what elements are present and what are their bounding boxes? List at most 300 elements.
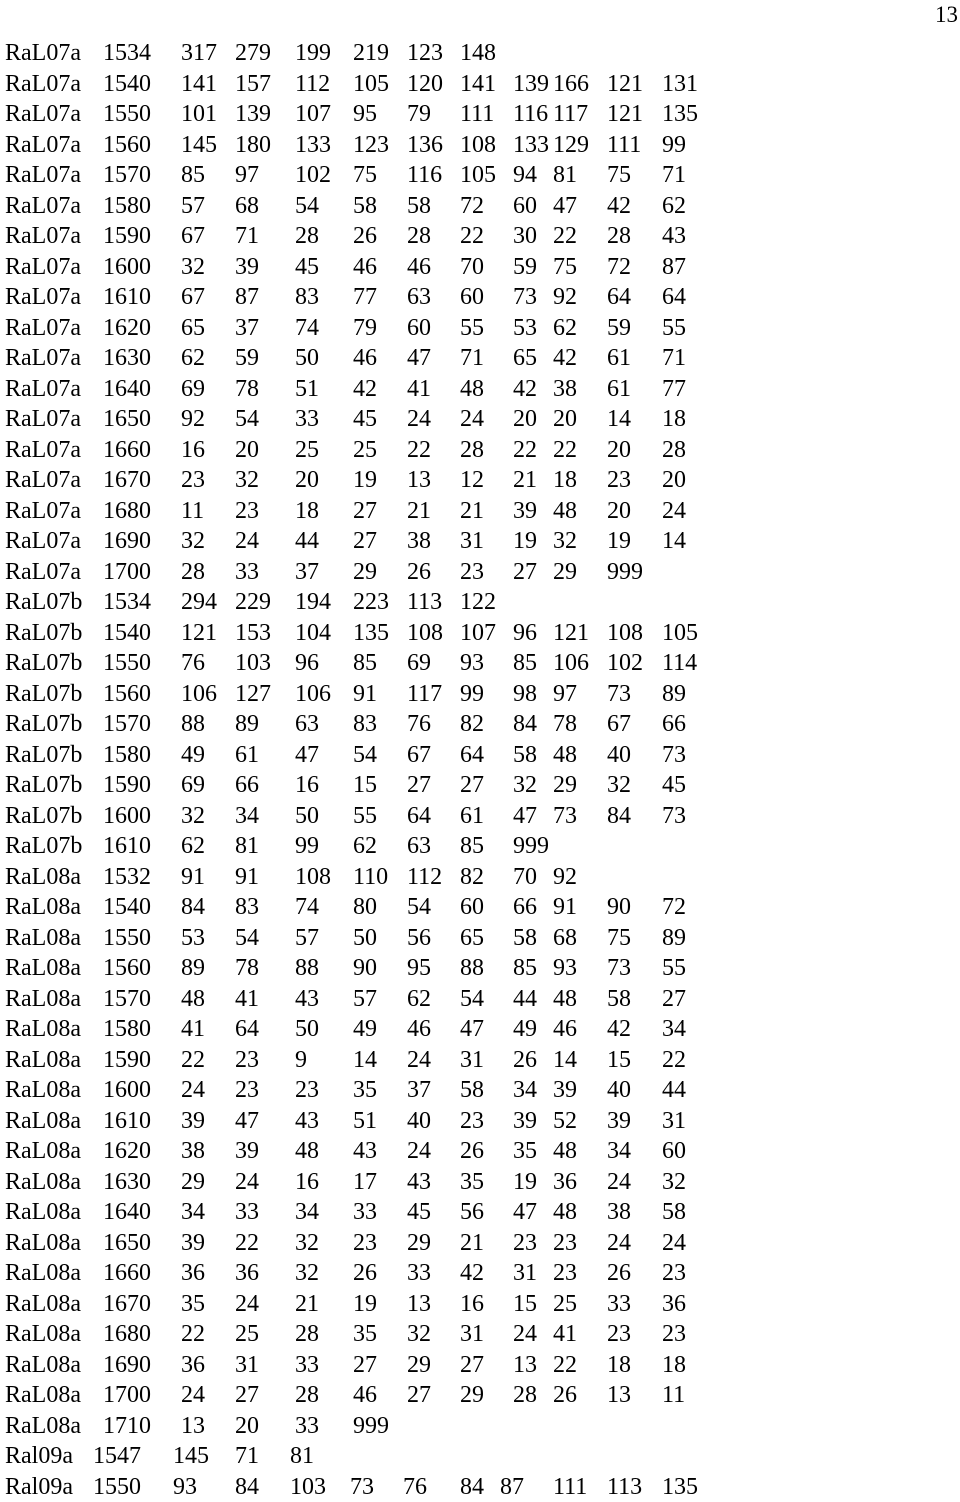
decade-year: 1590	[103, 221, 151, 252]
data-line	[5, 38, 945, 69]
ring-width-value: 83	[295, 282, 319, 313]
data-line	[5, 1319, 945, 1350]
ring-width-value: 62	[662, 191, 686, 222]
decade-year: 1640	[103, 374, 151, 405]
ring-width-value: 121	[607, 69, 643, 100]
ring-width-value: 76	[181, 648, 205, 679]
ring-width-value: 23	[513, 1228, 537, 1259]
series-id: RaL07a	[5, 496, 81, 527]
ring-width-value: 48	[553, 1136, 577, 1167]
data-line	[5, 587, 945, 618]
ring-width-value: 89	[662, 679, 686, 710]
ring-width-value: 9	[295, 1045, 307, 1076]
data-line	[5, 557, 945, 588]
ring-width-value: 62	[353, 831, 377, 862]
ring-width-value: 96	[295, 648, 319, 679]
ring-width-value: 121	[607, 99, 643, 130]
ring-width-value: 33	[407, 1258, 431, 1289]
data-line	[5, 923, 945, 954]
ring-width-value: 16	[295, 1167, 319, 1198]
ring-width-value: 199	[295, 38, 331, 69]
ring-width-value: 117	[553, 99, 588, 130]
ring-width-value: 114	[662, 648, 697, 679]
ring-width-value: 60	[513, 191, 537, 222]
decade-year: 1690	[103, 526, 151, 557]
series-id: RaL08a	[5, 1136, 81, 1167]
ring-width-value: 82	[460, 709, 484, 740]
series-id: RaL07a	[5, 465, 81, 496]
ring-width-value: 17	[353, 1167, 377, 1198]
ring-width-value: 98	[513, 679, 537, 710]
ring-width-value: 107	[460, 618, 496, 649]
ring-width-value: 15	[353, 770, 377, 801]
series-id: RaL07a	[5, 526, 81, 557]
ring-width-value: 229	[235, 587, 271, 618]
data-line	[5, 526, 945, 557]
ring-width-value: 85	[513, 648, 537, 679]
series-id: RaL07a	[5, 374, 81, 405]
ring-width-value: 74	[295, 892, 319, 923]
decade-year: 1670	[103, 465, 151, 496]
ring-width-value: 26	[553, 1380, 577, 1411]
ring-width-value: 20	[235, 435, 259, 466]
ring-width-value: 54	[407, 892, 431, 923]
ring-width-value: 27	[235, 1380, 259, 1411]
ring-width-value: 55	[460, 313, 484, 344]
ring-width-value: 54	[235, 923, 259, 954]
ring-width-value: 59	[607, 313, 631, 344]
series-id: RaL08a	[5, 1289, 81, 1320]
ring-width-value: 43	[353, 1136, 377, 1167]
series-id: RaL07a	[5, 69, 81, 100]
ring-width-value: 20	[607, 496, 631, 527]
ring-width-value: 39	[181, 1228, 205, 1259]
ring-width-value: 31	[460, 526, 484, 557]
ring-width-value: 38	[553, 374, 577, 405]
ring-width-value: 19	[353, 465, 377, 496]
ring-width-value: 108	[295, 862, 331, 893]
ring-width-value: 12	[460, 465, 484, 496]
series-id: RaL07b	[5, 801, 82, 832]
ring-width-value: 135	[353, 618, 389, 649]
ring-width-value: 47	[295, 740, 319, 771]
ring-width-value: 93	[173, 1472, 197, 1502]
ring-width-value: 47	[407, 343, 431, 374]
ring-width-value: 56	[460, 1197, 484, 1228]
ring-width-value: 105	[460, 160, 496, 191]
ring-width-value: 48	[181, 984, 205, 1015]
ring-width-value: 32	[295, 1228, 319, 1259]
data-line	[5, 1289, 945, 1320]
ring-width-value: 13	[181, 1411, 205, 1442]
ring-width-value: 46	[407, 252, 431, 283]
decade-year: 1620	[103, 1136, 151, 1167]
ring-width-value: 23	[553, 1228, 577, 1259]
decade-year: 1610	[103, 831, 151, 862]
decade-year: 1580	[103, 740, 151, 771]
ring-width-value: 69	[181, 374, 205, 405]
ring-width-value: 26	[353, 221, 377, 252]
ring-width-value: 94	[513, 160, 537, 191]
decade-year: 1700	[103, 1380, 151, 1411]
ring-width-value: 83	[235, 892, 259, 923]
decade-year: 1532	[103, 862, 151, 893]
ring-width-value: 40	[607, 1075, 631, 1106]
ring-width-value: 107	[295, 99, 331, 130]
ring-width-value: 58	[513, 923, 537, 954]
decade-year: 1560	[103, 679, 151, 710]
ring-width-value: 24	[181, 1380, 205, 1411]
ring-width-value: 279	[235, 38, 271, 69]
ring-width-value: 106	[295, 679, 331, 710]
ring-width-value: 87	[662, 252, 686, 283]
ring-width-value: 47	[235, 1106, 259, 1137]
ring-width-value: 25	[553, 1289, 577, 1320]
ring-width-value: 123	[353, 130, 389, 161]
decade-year: 1560	[103, 953, 151, 984]
ring-width-value: 74	[295, 313, 319, 344]
decade-year: 1690	[103, 1350, 151, 1381]
series-id: RaL08a	[5, 1014, 81, 1045]
ring-width-value: 999	[607, 557, 643, 588]
ring-width-value: 55	[662, 313, 686, 344]
ring-width-value: 43	[295, 984, 319, 1015]
ring-width-value: 61	[460, 801, 484, 832]
ring-width-value: 39	[607, 1106, 631, 1137]
ring-width-value: 24	[181, 1075, 205, 1106]
ring-width-value: 42	[353, 374, 377, 405]
ring-width-value: 24	[407, 404, 431, 435]
series-id: RaL07a	[5, 404, 81, 435]
ring-width-value: 104	[295, 618, 331, 649]
ring-width-value: 43	[662, 221, 686, 252]
series-id: RaL07b	[5, 709, 82, 740]
decade-year: 1540	[103, 618, 151, 649]
decade-year: 1560	[103, 130, 151, 161]
ring-width-value: 42	[460, 1258, 484, 1289]
decade-year: 1570	[103, 984, 151, 1015]
data-line	[5, 1197, 945, 1228]
decade-year: 1710	[103, 1411, 151, 1442]
ring-width-value: 48	[553, 984, 577, 1015]
ring-width-value: 24	[407, 1045, 431, 1076]
ring-width-value: 31	[662, 1106, 686, 1137]
ring-width-value: 32	[607, 770, 631, 801]
ring-width-value: 62	[553, 313, 577, 344]
ring-width-value: 14	[353, 1045, 377, 1076]
ring-width-value: 91	[235, 862, 259, 893]
data-line	[5, 69, 945, 100]
ring-width-value: 131	[662, 69, 698, 100]
ring-width-value: 166	[553, 69, 589, 100]
ring-width-value: 106	[553, 648, 589, 679]
data-line	[5, 770, 945, 801]
series-id: RaL08a	[5, 1319, 81, 1350]
ring-width-value: 95	[353, 99, 377, 130]
ring-width-value: 39	[235, 1136, 259, 1167]
ring-width-value: 11	[662, 1380, 685, 1411]
series-id: RaL07b	[5, 770, 82, 801]
series-id: RaL08a	[5, 1380, 81, 1411]
data-lines	[5, 38, 945, 1502]
series-id: RaL07a	[5, 160, 81, 191]
ring-width-value: 34	[295, 1197, 319, 1228]
ring-width-value: 67	[181, 221, 205, 252]
ring-width-value: 22	[513, 435, 537, 466]
ring-width-value: 46	[353, 343, 377, 374]
ring-width-value: 19	[513, 1167, 537, 1198]
ring-width-value: 112	[407, 862, 442, 893]
ring-width-value: 57	[295, 923, 319, 954]
ring-width-value: 64	[607, 282, 631, 313]
ring-width-value: 79	[353, 313, 377, 344]
data-line	[5, 374, 945, 405]
ring-width-value: 72	[460, 191, 484, 222]
ring-width-value: 31	[460, 1319, 484, 1350]
series-id: RaL08a	[5, 923, 81, 954]
ring-width-value: 85	[513, 953, 537, 984]
ring-width-value: 62	[407, 984, 431, 1015]
ring-width-value: 73	[350, 1472, 374, 1502]
series-id: RaL07a	[5, 282, 81, 313]
ring-width-value: 135	[662, 99, 698, 130]
ring-width-value: 135	[662, 1472, 698, 1502]
ring-width-value: 29	[353, 557, 377, 588]
data-line	[5, 1106, 945, 1137]
ring-width-value: 38	[607, 1197, 631, 1228]
ring-width-value: 157	[235, 69, 271, 100]
data-line	[5, 1228, 945, 1259]
ring-width-value: 16	[460, 1289, 484, 1320]
ring-width-value: 68	[235, 191, 259, 222]
ring-width-value: 20	[607, 435, 631, 466]
ring-width-value: 45	[407, 1197, 431, 1228]
ring-width-value: 63	[407, 282, 431, 313]
ring-width-value: 49	[513, 1014, 537, 1045]
ring-width-value: 18	[553, 465, 577, 496]
ring-width-value: 33	[235, 557, 259, 588]
ring-width-value: 111	[460, 99, 494, 130]
series-id: RaL08a	[5, 1197, 81, 1228]
ring-width-value: 50	[295, 1014, 319, 1045]
ring-width-value: 67	[607, 709, 631, 740]
ring-width-value: 61	[607, 374, 631, 405]
ring-width-value: 85	[181, 160, 205, 191]
ring-width-value: 71	[235, 221, 259, 252]
ring-width-value: 36	[181, 1258, 205, 1289]
ring-width-value: 27	[513, 557, 537, 588]
ring-width-value: 69	[407, 648, 431, 679]
ring-width-value: 76	[407, 709, 431, 740]
ring-width-value: 32	[553, 526, 577, 557]
ring-width-value: 28	[662, 435, 686, 466]
ring-width-value: 29	[181, 1167, 205, 1198]
ring-width-value: 28	[181, 557, 205, 588]
ring-width-value: 18	[295, 496, 319, 527]
ring-width-value: 21	[460, 1228, 484, 1259]
data-line	[5, 862, 945, 893]
ring-width-value: 35	[181, 1289, 205, 1320]
decade-year: 1630	[103, 343, 151, 374]
data-line	[5, 618, 945, 649]
ring-width-value: 219	[353, 38, 389, 69]
decade-year: 1540	[103, 892, 151, 923]
ring-width-value: 26	[353, 1258, 377, 1289]
ring-width-value: 24	[607, 1228, 631, 1259]
ring-width-value: 22	[553, 1350, 577, 1381]
ring-width-value: 129	[553, 130, 589, 161]
decade-year: 1540	[103, 69, 151, 100]
ring-width-value: 20	[513, 404, 537, 435]
ring-width-value: 31	[513, 1258, 537, 1289]
series-id: RaL07a	[5, 557, 81, 588]
ring-width-value: 23	[235, 496, 259, 527]
decade-year: 1650	[103, 1228, 151, 1259]
data-line	[5, 740, 945, 771]
ring-width-value: 60	[460, 892, 484, 923]
ring-width-value: 81	[235, 831, 259, 862]
ring-width-value: 24	[235, 1289, 259, 1320]
data-line	[5, 831, 945, 862]
ring-width-value: 48	[295, 1136, 319, 1167]
ring-width-value: 85	[353, 648, 377, 679]
ring-width-value: 24	[513, 1319, 537, 1350]
ring-width-value: 28	[295, 1319, 319, 1350]
decade-year: 1660	[103, 1258, 151, 1289]
data-line	[5, 496, 945, 527]
ring-width-value: 89	[181, 953, 205, 984]
decade-year: 1600	[103, 1075, 151, 1106]
data-line	[5, 1075, 945, 1106]
data-line	[5, 801, 945, 832]
ring-width-value: 22	[460, 221, 484, 252]
ring-width-value: 127	[235, 679, 271, 710]
ring-width-value: 24	[235, 526, 259, 557]
data-line	[5, 160, 945, 191]
ring-width-value: 25	[235, 1319, 259, 1350]
ring-width-value: 57	[353, 984, 377, 1015]
ring-width-value: 29	[553, 557, 577, 588]
data-line	[5, 679, 945, 710]
ring-width-value: 49	[353, 1014, 377, 1045]
ring-width-value: 71	[235, 1441, 259, 1472]
ring-width-value: 58	[607, 984, 631, 1015]
ring-width-value: 22	[407, 435, 431, 466]
ring-width-value: 39	[513, 1106, 537, 1137]
ring-width-value: 18	[662, 1350, 686, 1381]
ring-width-value: 16	[181, 435, 205, 466]
ring-width-value: 51	[353, 1106, 377, 1137]
ring-width-value: 19	[353, 1289, 377, 1320]
ring-width-value: 32	[407, 1319, 431, 1350]
ring-width-value: 23	[607, 1319, 631, 1350]
ring-width-value: 55	[662, 953, 686, 984]
ring-width-value: 27	[407, 770, 431, 801]
series-id: RaL07b	[5, 648, 82, 679]
ring-width-value: 66	[662, 709, 686, 740]
ring-width-value: 84	[460, 1472, 484, 1502]
ring-width-value: 37	[295, 557, 319, 588]
ring-width-value: 27	[353, 496, 377, 527]
series-id: RaL07a	[5, 343, 81, 374]
ring-width-value: 65	[460, 923, 484, 954]
ring-width-value: 91	[553, 892, 577, 923]
ring-width-value: 78	[235, 374, 259, 405]
ring-width-value: 81	[290, 1441, 314, 1472]
ring-width-value: 90	[607, 892, 631, 923]
ring-width-value: 42	[607, 191, 631, 222]
decade-year: 1660	[103, 435, 151, 466]
ring-width-value: 14	[662, 526, 686, 557]
decade-year: 1620	[103, 313, 151, 344]
data-line	[5, 130, 945, 161]
ring-width-value: 139	[513, 69, 549, 100]
ring-width-value: 34	[235, 801, 259, 832]
ring-width-value: 82	[460, 862, 484, 893]
decade-year: 1600	[103, 801, 151, 832]
ring-width-value: 21	[460, 496, 484, 527]
ring-width-value: 180	[235, 130, 271, 161]
ring-width-value: 76	[403, 1472, 427, 1502]
ring-width-value: 139	[235, 99, 271, 130]
ring-width-value: 122	[460, 587, 496, 618]
ring-width-value: 66	[235, 770, 259, 801]
ring-width-value: 37	[235, 313, 259, 344]
ring-width-value: 50	[353, 923, 377, 954]
ring-width-value: 60	[662, 1136, 686, 1167]
ring-width-value: 31	[460, 1045, 484, 1076]
data-line	[5, 984, 945, 1015]
ring-width-value: 84	[513, 709, 537, 740]
ring-width-value: 64	[235, 1014, 259, 1045]
ring-width-value: 145	[173, 1441, 209, 1472]
decade-year: 1600	[103, 252, 151, 283]
ring-width-value: 22	[235, 1228, 259, 1259]
decade-year: 1550	[103, 99, 151, 130]
decade-year: 1590	[103, 770, 151, 801]
ring-width-value: 72	[662, 892, 686, 923]
decade-year: 1570	[103, 709, 151, 740]
series-id: RaL08a	[5, 1045, 81, 1076]
decade-year: 1590	[103, 1045, 151, 1076]
ring-width-value: 72	[607, 252, 631, 283]
ring-width-value: 28	[513, 1380, 537, 1411]
ring-width-value: 46	[353, 252, 377, 283]
ring-width-value: 35	[460, 1167, 484, 1198]
ring-width-value: 59	[235, 343, 259, 374]
ring-width-value: 133	[513, 130, 549, 161]
ring-width-value: 64	[407, 801, 431, 832]
ring-width-value: 39	[553, 1075, 577, 1106]
decade-year: 1550	[103, 648, 151, 679]
ring-width-value: 18	[662, 404, 686, 435]
ring-width-value: 27	[353, 526, 377, 557]
ring-width-value: 91	[353, 679, 377, 710]
ring-width-value: 51	[295, 374, 319, 405]
series-id: RaL07a	[5, 435, 81, 466]
series-id: RaL07b	[5, 740, 82, 771]
ring-width-value: 39	[235, 252, 259, 283]
ring-width-value: 60	[460, 282, 484, 313]
ring-width-value: 64	[460, 740, 484, 771]
ring-width-value: 35	[353, 1319, 377, 1350]
ring-width-value: 317	[181, 38, 217, 69]
ring-width-value: 65	[513, 343, 537, 374]
ring-width-value: 39	[181, 1106, 205, 1137]
ring-width-value: 27	[460, 1350, 484, 1381]
ring-width-value: 84	[607, 801, 631, 832]
ring-width-value: 58	[460, 1075, 484, 1106]
